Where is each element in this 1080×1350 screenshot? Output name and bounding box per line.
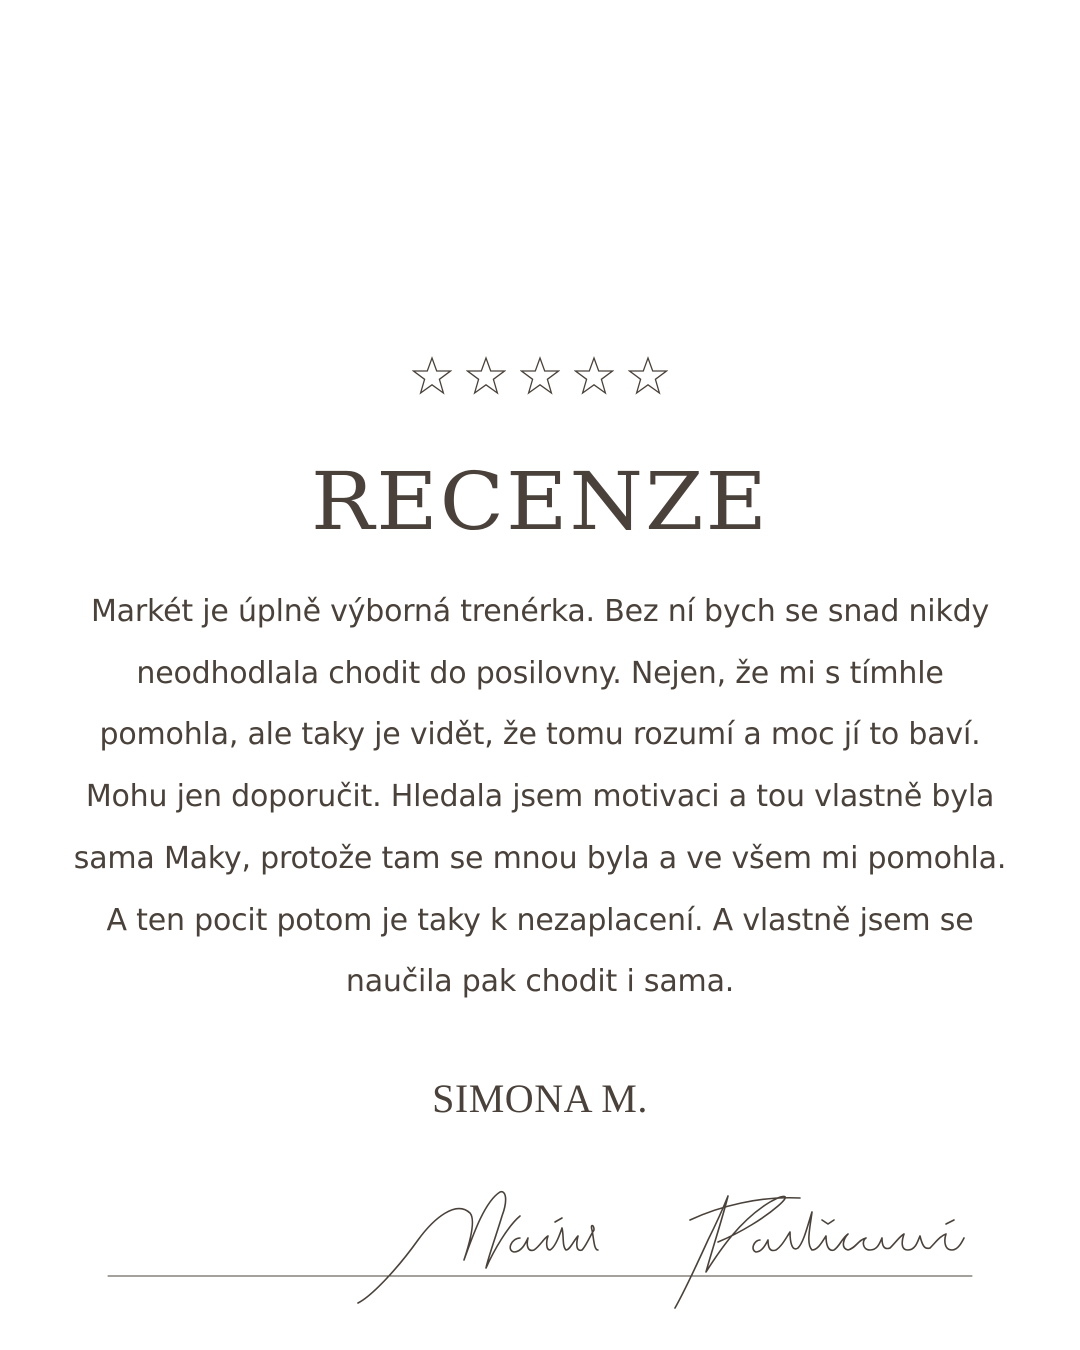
star-icon	[574, 356, 614, 396]
review-text	[40, 581, 1040, 1013]
review-line: sama Maky, protože tam se mnou byla a ve všem mi pomohla.	[73, 840, 1007, 876]
page-title: RECENZE	[310, 455, 770, 548]
review-line: pomohla, ale taky je vidět, že tomu rozumí a moc jí to baví.	[99, 717, 981, 753]
rating-stars	[0, 356, 1080, 396]
review-line: Markét je úplně výborná trenérka. Bez ní bych se snad nikdy	[90, 594, 990, 629]
review-line: neodhodlala chodit do posilovny. Nejen, že mi s tímhle	[136, 655, 944, 691]
star-icon	[520, 356, 560, 396]
review-line: Mohu jen doporučit. Hledala jsem motivaci a tou vlastně byla	[85, 779, 995, 815]
review-line: naučila pak chodit i sama.	[345, 964, 735, 1000]
review-author: SIMONA M.	[432, 1076, 648, 1121]
handwritten-signature	[0, 1180, 1080, 1320]
star-icon	[412, 356, 452, 396]
review-line: A ten pocit potom je taky k nezaplacení. A vlastně jsem se	[106, 902, 974, 938]
star-icon	[466, 356, 506, 396]
star-icon	[628, 356, 668, 396]
